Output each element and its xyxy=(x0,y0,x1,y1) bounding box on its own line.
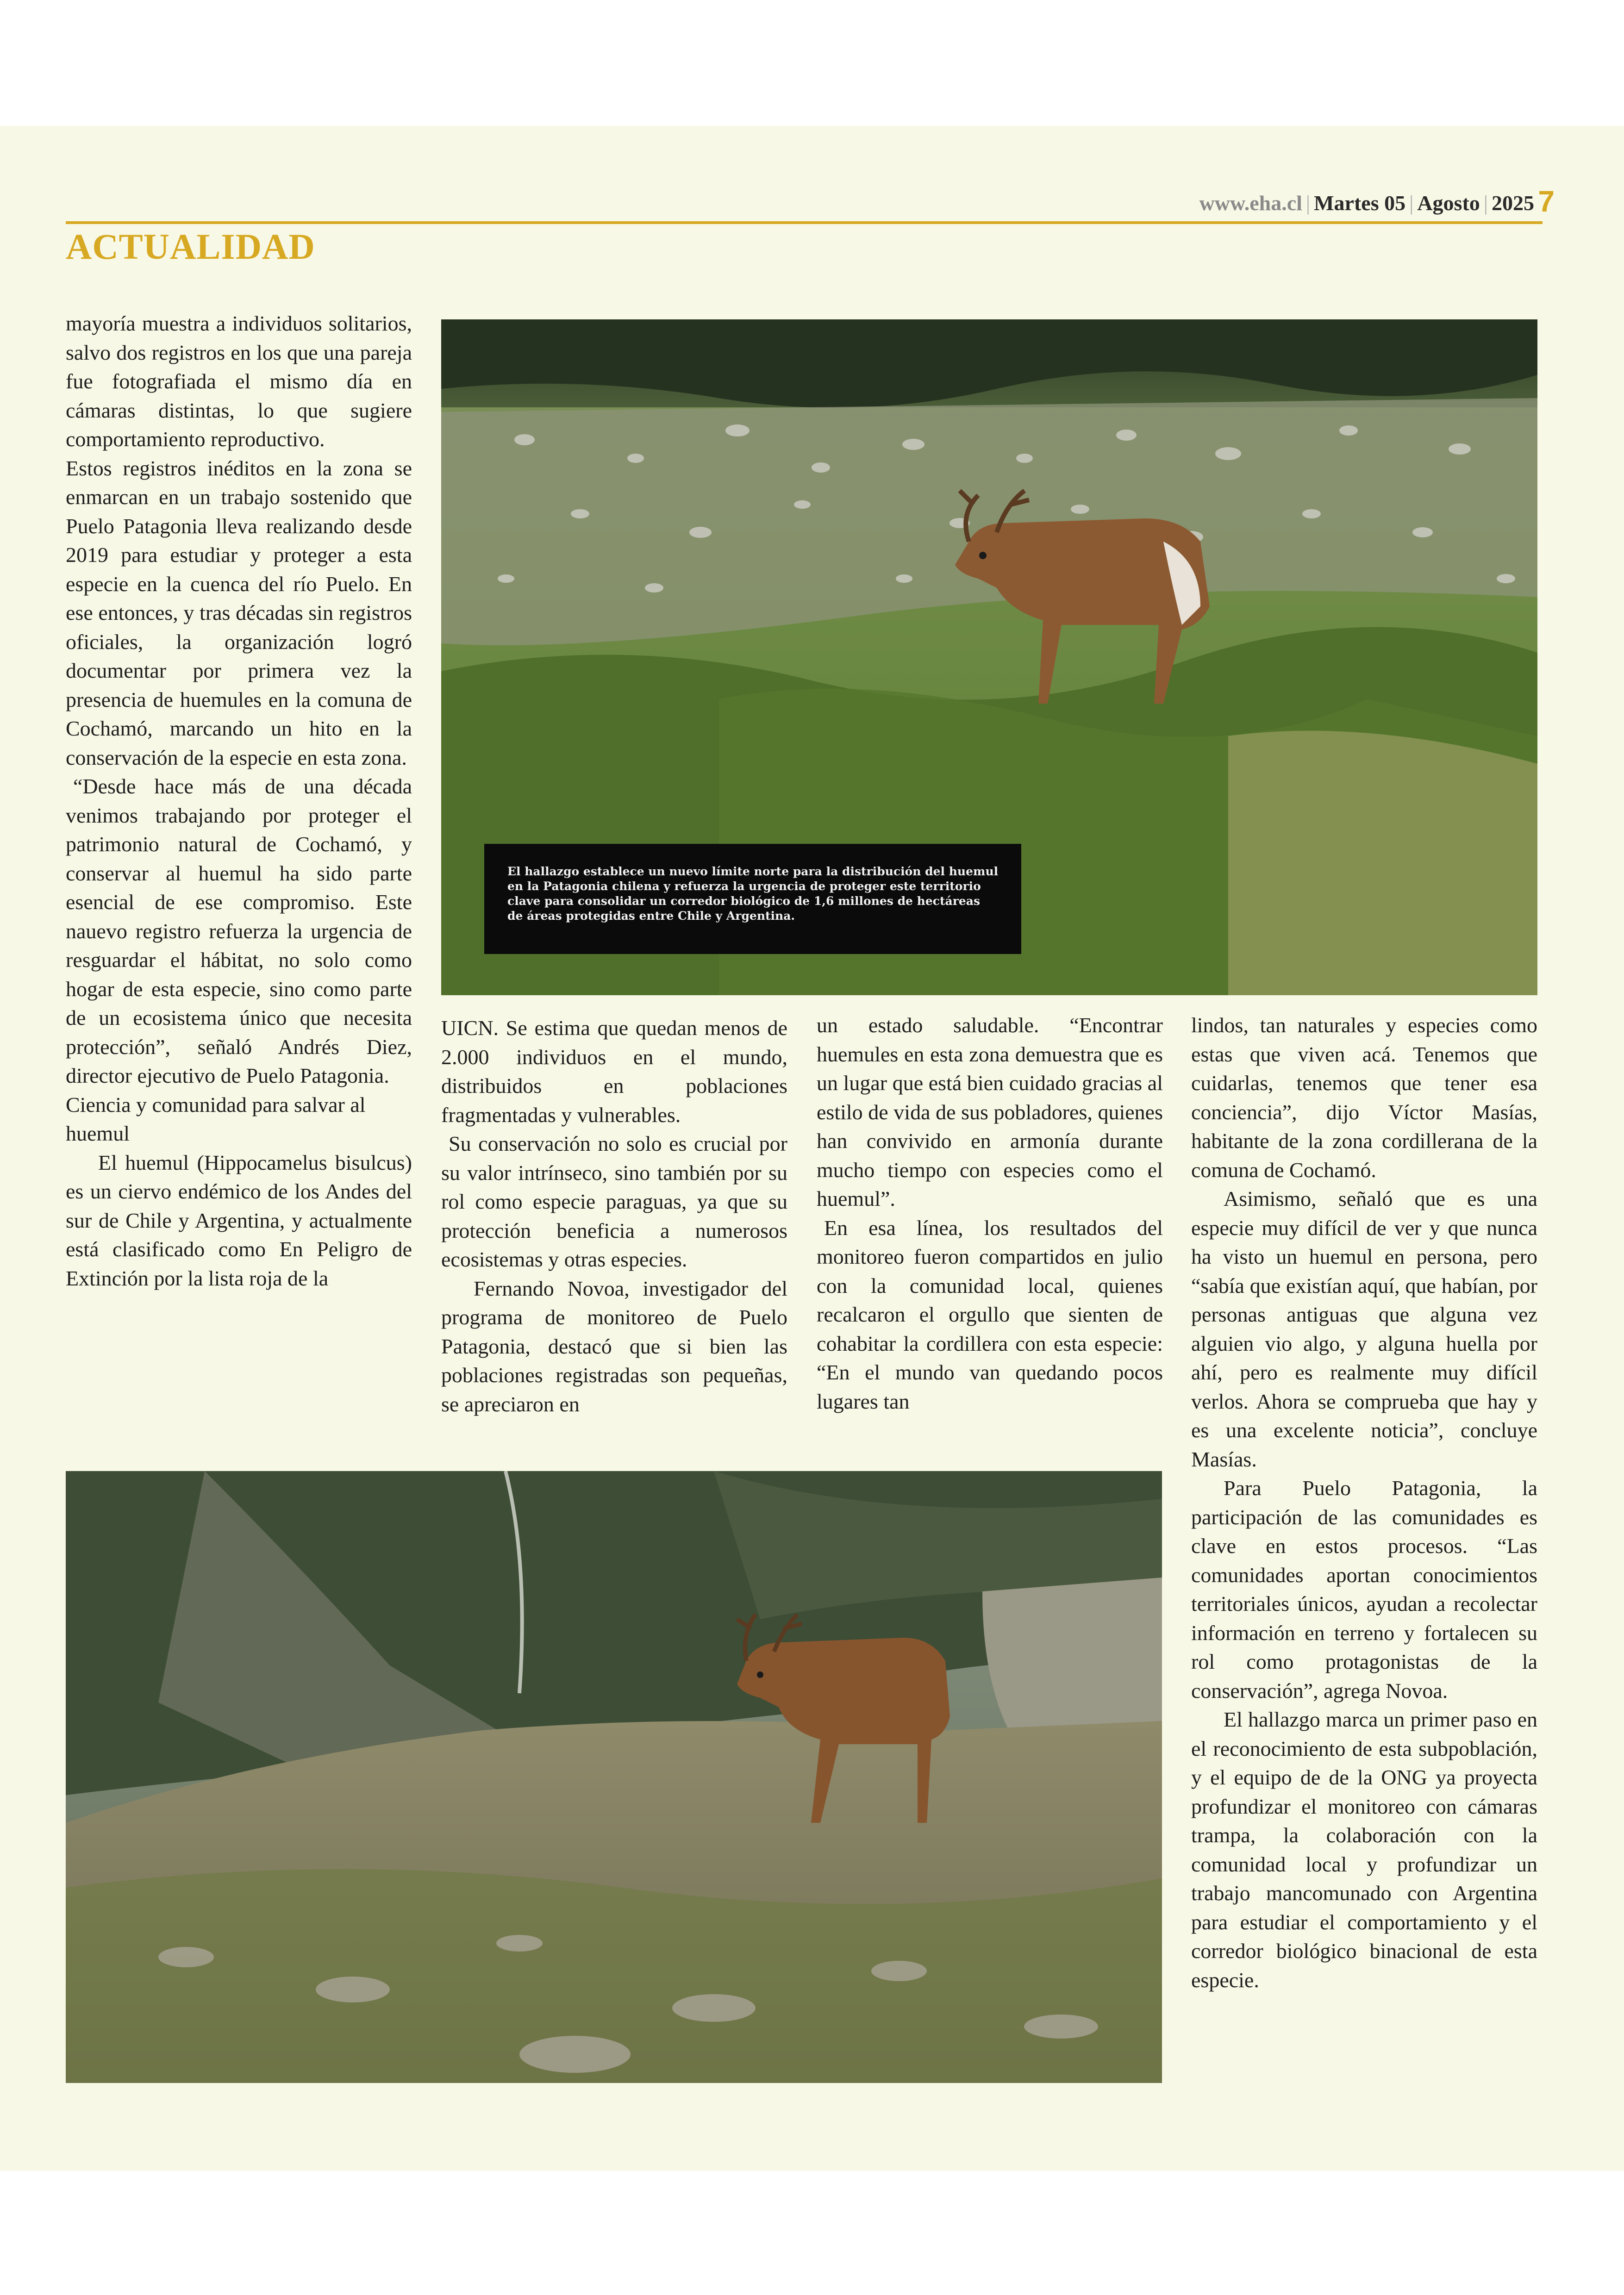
paragraph: Estos registros inéditos en la zona se enmarcan en un trabajo sostenido que Puelo Patagonia lleva realizando desde 2019 para estudiar y proteger a esta especie en la cuenca del río Puelo. En ese entonces, y tras décadas sin registros oficiales, la organización logró documentar por primera vez la presencia de huemules en la comuna de Cochamó, marcando un hito en la conservación de la especie en esta zona. xyxy=(66,456,412,769)
page-number: 7 xyxy=(1538,185,1555,218)
paragraph: El hallazgo marca un primer paso en el reconocimiento de esta subpoblación, y el equipo de de la ONG ya proyecta profundizar el monitoreo con cámaras trampa, la colaboración con la comunidad local y profundizar un trabajo mancomunado con Argentina para estudiar el comportamiento y el corredor biológico binacional de esta especie. xyxy=(1191,1708,1537,1992)
separator: | xyxy=(1409,191,1414,215)
paragraph: mayoría muestra a individuos solitarios, salvo dos registros en los que una pareja fue fotografiada el mismo día en cámaras distintas, lo que sugiere comportamiento reproductivo. xyxy=(66,312,412,451)
paragraph: Asimismo, señaló que es una especie muy difícil de ver y que nunca ha visto un huemul en persona, pero “sabía que existían aquí, que habían, por personas antiguas que alguna vez alguien vio algo, y alguna huella por ahí, pero es realmente muy difícil verlos. Ahora se comprueba que hay y es una excelente noticia”, concluye Masías. xyxy=(1191,1187,1537,1471)
paragraph: UICN. Se estima que quedan menos de 2.000 individuos en el mundo, distribuidos en poblaciones fragmentadas y vulnerables. xyxy=(441,1016,787,1127)
section-title: ACTUALIDAD xyxy=(66,226,315,267)
paragraph: un estado saludable. “Encontrar huemules en esta zona demuestra que es un lugar que está bien cuidado gracias al estilo de vida de sus pobladores, quienes han convivido en armonía durante mucho tiempo con especies como el huemul”. xyxy=(817,1013,1163,1210)
header-rule xyxy=(66,221,1543,224)
article-column-3 xyxy=(817,1011,1163,1451)
separator: | xyxy=(1483,191,1488,215)
paragraph: Para Puelo Patagonia, la participación de las comunidades es clave en estos procesos. “Las comunidades aportan conocimientos territoriales únicos, ayudan a recolectar información en terreno y fortalecen su rol como protagonistas de la conservación”, agrega Novoa. xyxy=(1191,1476,1537,1703)
paragraph: Fernando Novoa, investigador del programa de monitoreo de Puelo Patagonia, destacó que si bien las poblaciones registradas son pequeñas, se apreciaron en xyxy=(441,1276,787,1416)
header-date-line xyxy=(1199,191,1534,218)
paragraph: El huemul (Hippocamelus bisulcus) es un ciervo endémico de los Andes del sur de Chile y Argentina, y actualmente está clasificado como En Peligro de Extinción por la lista roja de la xyxy=(66,1150,412,1290)
header-day: Martes 05 xyxy=(1314,191,1406,215)
subheading: Ciencia y comunidad para salvar al huemul xyxy=(66,1092,366,1145)
header-year: 2025 xyxy=(1492,191,1534,215)
article-column-4 xyxy=(1191,1011,1537,2094)
paragraph: lindos, tan naturales y especies como estas que viven acá. Tenemos que cuidarlas, tenemos que tener esa conciencia”, dijo Víctor Masías, habitante de la zona cordillerana de la comuna de Cochamó. xyxy=(1191,1013,1537,1182)
paragraph: En esa línea, los resultados del monitoreo fueron compartidos en julio con la comunidad local, quienes recalcaron el orgullo que sienten de cohabitar la cordillera con esta especie: “En el mundo van quedando pocos lugares tan xyxy=(817,1216,1163,1413)
photo-caption: El hallazgo establece un nuevo límite norte para la distribución del huemul en la Patagonia chilena y refuerza la urgencia de proteger este territorio clave para consolidar un corredor biológico de 1,6 millones de hectáreas de áreas protegidas entre Chile y Argentina. xyxy=(484,844,1021,954)
article-column-1 xyxy=(66,309,412,1457)
article-column-2 xyxy=(441,1014,787,1453)
paragraph-quote: “Desde hace más de una década venimos trabajando por proteger el patrimonio natural de Cochamó, y conservar al huemul ha sido parte esencial de ese compromiso. Este nauevo registro refuerza la urgencia de resguardar el hábitat, no solo como hogar de esta especie, sino como parte de un ecosistema único que necesita protección”, señaló Andrés Diez, director ejecutivo de Puelo Patagonia. xyxy=(66,774,412,1087)
paragraph: Su conservación no solo es crucial por su valor intrínseco, sino también por su rol como especie paraguas, ya que su protección beneficia a numerosos ecosistemas y otras especies. xyxy=(441,1132,787,1271)
huemul-mountain-photo xyxy=(66,1471,1162,2083)
separator: | xyxy=(1305,191,1311,215)
site-url[interactable]: www.eha.cl xyxy=(1199,191,1302,215)
header-month: Agosto xyxy=(1417,191,1480,215)
